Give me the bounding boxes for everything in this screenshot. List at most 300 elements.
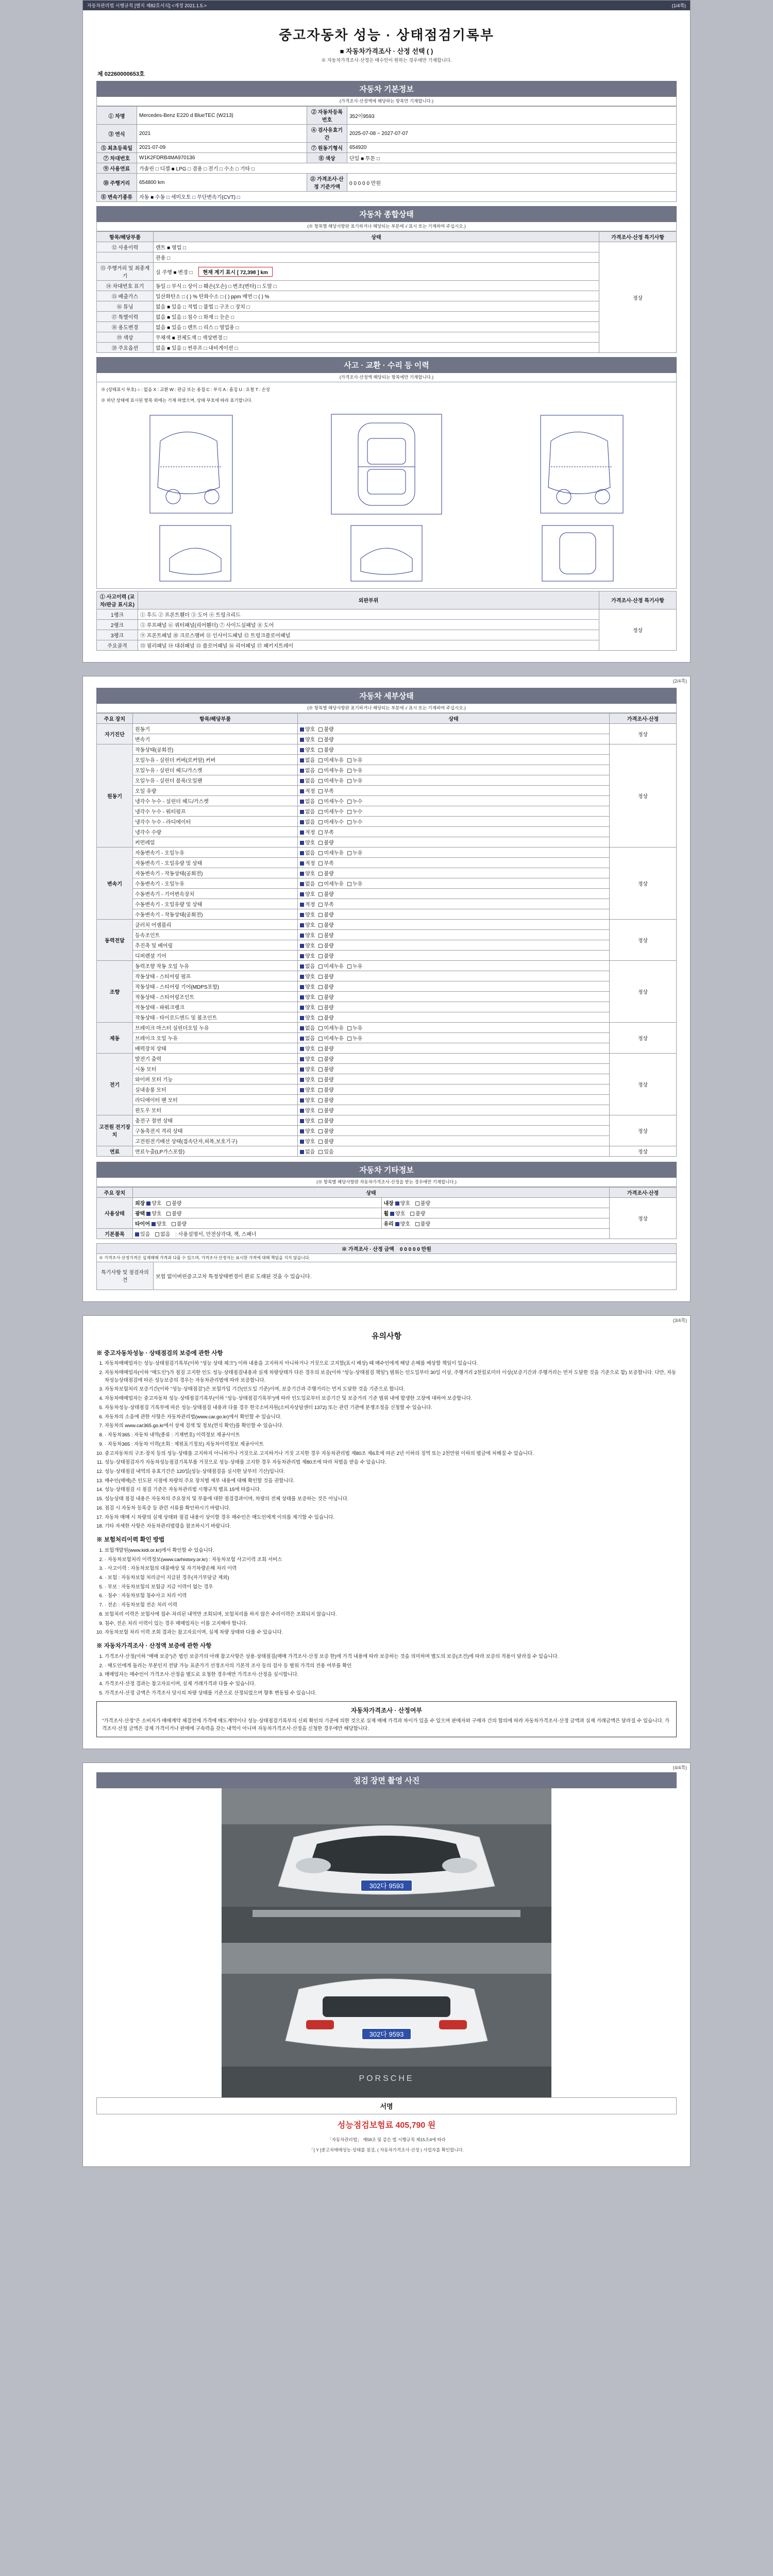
detail-item-options[interactable]: [298, 1032, 610, 1043]
checkbox-icon[interactable]: [318, 769, 323, 773]
detail-option[interactable]: [347, 776, 362, 784]
detail-item-options[interactable]: [298, 1074, 610, 1084]
detail-option[interactable]: [300, 993, 315, 1001]
checkbox-icon[interactable]: [318, 810, 323, 814]
checkbox-icon[interactable]: [318, 903, 323, 907]
checkbox-icon[interactable]: [300, 789, 304, 793]
checkbox-icon[interactable]: [318, 1057, 323, 1061]
checkbox-icon[interactable]: [347, 810, 351, 814]
overall-row-9-sub[interactable]: 없음 ■ 있음 □ 썬루프 □ 내비게이션 □: [154, 343, 599, 353]
detail-option[interactable]: [347, 1034, 362, 1042]
odometer-readout: 현재 계기 표시 [ 72,398 ] km: [198, 267, 273, 277]
checkbox-icon[interactable]: [347, 1026, 351, 1030]
detail-option[interactable]: [318, 890, 333, 897]
checkbox-icon[interactable]: [318, 748, 323, 752]
detail-option[interactable]: [318, 818, 344, 825]
checkbox-icon[interactable]: [347, 851, 351, 855]
checkbox-icon[interactable]: [318, 758, 323, 762]
etc-row-3[interactable]: [133, 1228, 610, 1239]
checkbox-icon[interactable]: [318, 1098, 323, 1103]
checkbox-icon[interactable]: [300, 1088, 304, 1092]
checkbox-icon[interactable]: [318, 831, 323, 835]
checkbox-icon[interactable]: [300, 1047, 304, 1051]
detail-item-options[interactable]: [298, 950, 610, 960]
signature-row[interactable]: 서명: [96, 2097, 677, 2114]
basic-row-5-label2: ⑪ 가격조사·산정 기준가액: [307, 174, 347, 192]
detail-item-label: 윈도우 모터: [133, 1105, 298, 1115]
etc-row-0b[interactable]: [381, 1197, 609, 1208]
detail-option[interactable]: [300, 725, 315, 733]
etc-row-1b[interactable]: [381, 1208, 609, 1218]
detail-item-options[interactable]: [298, 981, 610, 991]
checkbox-icon[interactable]: [318, 1047, 323, 1051]
detail-option[interactable]: [318, 745, 333, 753]
detail-option[interactable]: [300, 962, 315, 970]
detail-item-options[interactable]: [298, 1012, 610, 1022]
checkbox-icon[interactable]: [347, 800, 351, 804]
detail-item-options[interactable]: [298, 765, 610, 775]
detail-option[interactable]: [300, 756, 315, 764]
detail-item-options[interactable]: [298, 1094, 610, 1105]
detail-option[interactable]: [300, 849, 315, 856]
detail-option[interactable]: [300, 787, 315, 794]
checkbox-icon[interactable]: [347, 882, 351, 886]
detail-option[interactable]: [300, 1137, 315, 1145]
checkbox-icon[interactable]: [300, 820, 304, 824]
detail-item-options[interactable]: [298, 1146, 610, 1156]
detail-item-options[interactable]: [298, 888, 610, 899]
detail-option[interactable]: [347, 766, 362, 774]
detail-option[interactable]: [318, 1106, 333, 1114]
detail-option[interactable]: [318, 1044, 333, 1052]
detail-option[interactable]: [300, 766, 315, 774]
table-row: [97, 744, 677, 754]
detail-option[interactable]: [318, 962, 344, 970]
table-row: [97, 1115, 677, 1125]
checkbox-icon[interactable]: [347, 779, 351, 783]
detail-option[interactable]: [347, 797, 362, 805]
checkbox-icon[interactable]: [347, 758, 351, 762]
checkbox-icon[interactable]: [300, 1109, 304, 1113]
detail-option[interactable]: [318, 910, 333, 918]
checkbox-icon[interactable]: [300, 995, 304, 999]
checkbox-icon[interactable]: [300, 1098, 304, 1103]
detail-option[interactable]: [300, 1044, 315, 1052]
detail-option[interactable]: [300, 1003, 315, 1011]
detail-option[interactable]: [300, 838, 315, 846]
checkbox-icon[interactable]: [300, 1119, 304, 1123]
detail-option[interactable]: [318, 1055, 333, 1062]
checkbox-icon[interactable]: [300, 892, 304, 896]
checkbox-icon[interactable]: [300, 831, 304, 835]
checkbox-icon[interactable]: [300, 913, 304, 917]
detail-item-options[interactable]: [298, 940, 610, 950]
detail-option[interactable]: [318, 1075, 333, 1083]
detail-option[interactable]: [347, 807, 362, 815]
etc-note: 정상: [610, 1197, 677, 1239]
detail-item-options[interactable]: [298, 754, 610, 765]
detail-option[interactable]: [318, 1137, 333, 1145]
detail-option[interactable]: [318, 1116, 333, 1124]
checkbox-icon[interactable]: [318, 841, 323, 845]
etc-row-0[interactable]: [133, 1197, 382, 1208]
detail-option[interactable]: [300, 807, 315, 815]
checkbox-icon[interactable]: [318, 1140, 323, 1144]
detail-item-options[interactable]: [298, 816, 610, 826]
detail-item-options[interactable]: [298, 744, 610, 754]
etc-row-2-opt2-1: 불량: [420, 1221, 431, 1227]
checkbox-icon[interactable]: [318, 954, 323, 958]
etc-row-2b[interactable]: [381, 1218, 609, 1228]
checkbox-icon[interactable]: [300, 1016, 304, 1020]
detail-option[interactable]: [300, 1055, 315, 1062]
overall-row-2-cell[interactable]: [154, 263, 599, 281]
etc-row-0-item: 외장: [135, 1200, 145, 1207]
checkbox-icon[interactable]: [318, 851, 323, 855]
detail-option[interactable]: [300, 1106, 315, 1114]
detail-option[interactable]: [300, 879, 315, 887]
checkbox-icon[interactable]: [300, 964, 304, 969]
detail-option[interactable]: [318, 859, 333, 867]
detail-head-3: 가격조사·산정: [610, 713, 677, 723]
detail-item-options[interactable]: [298, 919, 610, 929]
detail-group-label: 고전원 전기장치: [97, 1115, 133, 1146]
etc-row-1-opt-1: 불량: [172, 1211, 182, 1217]
detail-option[interactable]: [300, 1096, 315, 1104]
checkbox-icon[interactable]: [318, 820, 323, 824]
detail-option-label: 적정: [305, 902, 315, 908]
checkbox-icon[interactable]: [300, 1067, 304, 1072]
detail-option[interactable]: [300, 745, 315, 753]
checkbox-icon[interactable]: [300, 934, 304, 938]
detail-option[interactable]: [318, 869, 333, 877]
detail-option-label: 미세누수: [324, 799, 344, 805]
detail-option[interactable]: [318, 900, 333, 908]
detail-option[interactable]: [300, 828, 315, 836]
table-row: [97, 1084, 677, 1094]
detail-option[interactable]: [300, 900, 315, 908]
checkbox-icon[interactable]: [300, 748, 304, 752]
detail-head-2: 상태: [298, 713, 610, 723]
detail-option[interactable]: [318, 807, 344, 815]
etc-row-2[interactable]: [133, 1218, 382, 1228]
detail-option[interactable]: [300, 982, 315, 990]
detail-option[interactable]: [300, 869, 315, 877]
detail-option[interactable]: [300, 735, 315, 743]
detail-option[interactable]: [318, 952, 333, 959]
detail-option[interactable]: [300, 1086, 315, 1093]
checkbox-icon[interactable]: [318, 738, 323, 742]
detail-group-label: 연료: [97, 1146, 133, 1156]
etc-head-2: 가격조사·산정: [610, 1187, 677, 1197]
detail-option[interactable]: [300, 818, 315, 825]
price-table: [96, 1243, 677, 1290]
overall-row-0-sub[interactable]: 렌트 ■ 영업 □: [154, 242, 599, 252]
detail-option[interactable]: [300, 890, 315, 897]
detail-option[interactable]: [318, 849, 344, 856]
terms-item: 5. 자동차성능·상태점검 기록부에 따른 성능·상태점검 내용과 다를 경우 한국소비자원(소비자상담센터 1372) 또는 관련 기관에 분쟁조정을 신청할 수 있습니다.: [105, 1404, 677, 1412]
detail-option[interactable]: [318, 931, 333, 939]
detail-item-options[interactable]: [298, 734, 610, 744]
detail-item-options[interactable]: [298, 1002, 610, 1012]
detail-option[interactable]: [318, 797, 344, 805]
checkbox-icon[interactable]: [318, 779, 323, 783]
detail-option-label: 누수: [352, 819, 363, 825]
checkbox-icon[interactable]: [300, 861, 304, 866]
detail-item-options[interactable]: [298, 1043, 610, 1053]
detail-option[interactable]: [318, 828, 333, 836]
table-row: [97, 1218, 677, 1228]
overall-row-7-sub[interactable]: 없음 ■ 있음 □ 렌트 □ 리스 □ 영업용 □: [154, 322, 599, 332]
detail-option[interactable]: [347, 849, 362, 856]
checkbox-icon[interactable]: [318, 1129, 323, 1133]
overall-row-4-sub[interactable]: 일산화탄소 □ ( ) % 탄화수소 □ ( ) ppm 매연 □ ( ) %: [154, 291, 599, 301]
etc-base-label: 기본품목: [97, 1228, 133, 1239]
detail-option[interactable]: [318, 725, 333, 733]
terms-list-1: [105, 1360, 677, 1531]
special-value[interactable]: 보험 없이버린증고고차 특정상태변경이 완료 도래된 것을 수 있습니다.: [154, 1262, 677, 1290]
overall-row-3-sub[interactable]: 동일 □ 부식 □ 상이 □ 훼손(오손) □ 변조(변타) □ 도말 □: [154, 281, 599, 291]
detail-option[interactable]: [300, 1065, 315, 1073]
detail-item-options[interactable]: [298, 971, 610, 981]
checkbox-icon[interactable]: [300, 1150, 304, 1154]
detail-item-options[interactable]: [298, 723, 610, 734]
detail-option[interactable]: [300, 859, 315, 867]
detail-option[interactable]: [318, 972, 333, 980]
detail-option[interactable]: [318, 1127, 333, 1134]
checkbox-icon[interactable]: [300, 903, 304, 907]
detail-item-options[interactable]: [298, 1063, 610, 1074]
checkbox-icon[interactable]: [318, 1088, 323, 1092]
checkbox-icon[interactable]: [318, 1078, 323, 1082]
detail-item-options[interactable]: [298, 1125, 610, 1136]
detail-option[interactable]: [300, 1013, 315, 1021]
checkbox-icon[interactable]: [300, 1140, 304, 1144]
detail-item-options[interactable]: [298, 837, 610, 847]
checkbox-icon[interactable]: [300, 1037, 304, 1041]
detail-item-options[interactable]: [298, 1084, 610, 1094]
checkbox-icon[interactable]: [300, 944, 304, 948]
etc-row-1[interactable]: [133, 1208, 382, 1218]
detail-option[interactable]: [300, 931, 315, 939]
detail-option[interactable]: [318, 1003, 333, 1011]
checkbox-icon[interactable]: [318, 1006, 323, 1010]
detail-item-options[interactable]: [298, 960, 610, 971]
overall-row-2-sub[interactable]: 실 주행 ■ 변경 □: [156, 269, 193, 276]
checkbox-icon[interactable]: [300, 872, 304, 876]
overall-row-1-sub[interactable]: 관용 □: [154, 252, 599, 263]
detail-item-options[interactable]: [298, 991, 610, 1002]
detail-option-label: 없음: [305, 963, 315, 970]
detail-item-options[interactable]: [298, 909, 610, 919]
checkbox-icon[interactable]: [318, 789, 323, 793]
table-row: [97, 929, 677, 940]
detail-option[interactable]: [318, 1034, 344, 1042]
detail-option[interactable]: [300, 797, 315, 805]
checkbox-icon[interactable]: [318, 882, 323, 886]
checkbox-icon[interactable]: [347, 964, 351, 969]
checkbox-icon[interactable]: [300, 738, 304, 742]
checkbox-icon[interactable]: [318, 1067, 323, 1072]
detail-item-label: 변속기: [133, 734, 298, 744]
detail-option[interactable]: [347, 756, 362, 764]
table-row: [97, 143, 677, 153]
special-label: 특기사항 및 점검자의견: [97, 1262, 154, 1290]
detail-option[interactable]: [300, 952, 315, 959]
overall-row-6-sub[interactable]: 없음 ■ 있음 □ 침수 □ 화재 □ 全손 □: [154, 312, 599, 322]
detail-group-note: 정상: [610, 723, 677, 744]
checkbox-icon[interactable]: [300, 779, 304, 783]
checkbox-icon[interactable]: [318, 800, 323, 804]
detail-item-options[interactable]: [298, 795, 610, 806]
checkbox-icon[interactable]: [347, 820, 351, 824]
detail-item-options[interactable]: [298, 775, 610, 785]
detail-option[interactable]: [318, 993, 333, 1001]
detail-item-options[interactable]: [298, 878, 610, 888]
checkbox-icon[interactable]: [318, 1016, 323, 1020]
detail-option[interactable]: [300, 1024, 315, 1031]
detail-option[interactable]: [318, 941, 333, 949]
detail-option[interactable]: [318, 1086, 333, 1093]
detail-item-options[interactable]: [298, 826, 610, 837]
checkbox-icon[interactable]: [318, 913, 323, 917]
detail-option[interactable]: [300, 1147, 315, 1155]
checkbox-icon[interactable]: [318, 944, 323, 948]
detail-option[interactable]: [347, 879, 362, 887]
checkbox-icon[interactable]: [300, 810, 304, 814]
checkbox-icon[interactable]: [300, 985, 304, 989]
detail-option[interactable]: [318, 766, 344, 774]
detail-item-options[interactable]: [298, 806, 610, 816]
detail-option[interactable]: [318, 1013, 333, 1021]
checkbox-icon[interactable]: [318, 975, 323, 979]
checkbox-icon[interactable]: [318, 934, 323, 938]
detail-item-options[interactable]: [298, 1053, 610, 1063]
detail-item-options[interactable]: [298, 785, 610, 795]
detail-option[interactable]: [347, 1024, 362, 1031]
checkbox-icon[interactable]: [318, 1119, 323, 1123]
page-1: [82, 0, 691, 663]
checkbox-icon[interactable]: [300, 769, 304, 773]
detail-option[interactable]: [318, 921, 333, 928]
table-row: [97, 630, 677, 640]
detail-option[interactable]: [318, 982, 333, 990]
detail-option[interactable]: [318, 776, 344, 784]
checkbox-icon[interactable]: [318, 1037, 323, 1041]
detail-option[interactable]: [318, 879, 344, 887]
detail-option[interactable]: [300, 910, 315, 918]
checkbox-icon[interactable]: [300, 727, 304, 732]
checkbox-icon[interactable]: [300, 800, 304, 804]
detail-item-options[interactable]: [298, 929, 610, 940]
checkbox-icon[interactable]: [347, 1037, 351, 1041]
checkbox-icon[interactable]: [318, 1109, 323, 1113]
checkbox-icon[interactable]: [300, 1006, 304, 1010]
checkbox-icon[interactable]: [300, 882, 304, 886]
detail-option[interactable]: [318, 1096, 333, 1104]
checkbox-icon[interactable]: [318, 1150, 323, 1154]
detail-option-label: 누유: [352, 768, 363, 774]
detail-item-options[interactable]: [298, 1022, 610, 1032]
overall-row-8-sub[interactable]: 무채색 ■ 전체도색 □ 색상변경 □: [154, 332, 599, 343]
detail-option-label: 양호: [305, 974, 315, 980]
etc-group-label: 사용상태: [97, 1197, 133, 1228]
table-row: [97, 242, 677, 252]
checkbox-icon[interactable]: [318, 872, 323, 876]
accident-parts-head-1: 외판부위: [138, 591, 599, 609]
detail-option[interactable]: [318, 735, 333, 743]
overall-head-2: 가격조사·산정 특기사항: [599, 232, 677, 242]
detail-option[interactable]: [300, 1127, 315, 1134]
checkbox-icon[interactable]: [300, 1026, 304, 1030]
checkbox-icon[interactable]: [300, 1057, 304, 1061]
checkbox-icon[interactable]: [318, 861, 323, 866]
detail-item-options[interactable]: [298, 1105, 610, 1115]
detail-option[interactable]: [300, 972, 315, 980]
checkbox-icon[interactable]: [318, 727, 323, 732]
accident-legend-2: ※ 하단 상태에 표시된 항목 외에는 기재 하였으며, 상태 부호에 따라 표기합니다.: [101, 397, 253, 403]
detail-item-options[interactable]: [298, 1115, 610, 1125]
checkbox-icon[interactable]: [318, 985, 323, 989]
detail-item-options[interactable]: [298, 857, 610, 868]
checkbox-icon[interactable]: [300, 1078, 304, 1082]
checkbox-icon[interactable]: [347, 769, 351, 773]
detail-option[interactable]: [300, 1075, 315, 1083]
detail-item-options[interactable]: [298, 847, 610, 857]
overall-row-5-sub[interactable]: 없음 ■ 있음 □ 적법 □ 불법 □ 구조 □ 장치 □: [154, 301, 599, 312]
detail-item-options[interactable]: [298, 899, 610, 909]
checkbox-icon[interactable]: [318, 1026, 323, 1030]
detail-item-options[interactable]: [298, 1136, 610, 1146]
checkbox-icon[interactable]: [300, 923, 304, 927]
detail-option[interactable]: [318, 787, 333, 794]
terms-body: [96, 1349, 677, 1738]
detail-group-note: 정상: [610, 1053, 677, 1115]
detail-option[interactable]: [347, 818, 362, 825]
detail-option[interactable]: [300, 776, 315, 784]
detail-item-label: 와이퍼 모터 기능: [133, 1074, 298, 1084]
detail-option[interactable]: [347, 962, 362, 970]
checkbox-icon[interactable]: [318, 964, 323, 969]
detail-item-options[interactable]: [298, 868, 610, 878]
detail-option[interactable]: [318, 1065, 333, 1073]
accident-parts-head: ① 사고이력 (교차/판금 표시요): [97, 591, 138, 609]
detail-option[interactable]: [318, 1147, 333, 1155]
checkbox-icon[interactable]: [300, 758, 304, 762]
detail-option[interactable]: [318, 838, 333, 846]
detail-option[interactable]: [318, 1024, 344, 1031]
detail-option-label: 양호: [305, 891, 315, 897]
detail-group-note: 정상: [610, 1115, 677, 1146]
checkbox-icon[interactable]: [318, 892, 323, 896]
detail-option[interactable]: [300, 1116, 315, 1124]
checkbox-icon[interactable]: [300, 1129, 304, 1133]
detail-group-label: 원동기: [97, 744, 133, 847]
checkbox-icon[interactable]: [300, 954, 304, 958]
checkbox-icon[interactable]: [300, 851, 304, 855]
checkbox-icon[interactable]: [300, 975, 304, 979]
photos-container: [96, 1788, 677, 2097]
car-side-left-diagram: [145, 410, 238, 518]
detail-option[interactable]: [300, 921, 315, 928]
checkbox-icon[interactable]: [318, 995, 323, 999]
detail-option[interactable]: [300, 1034, 315, 1042]
detail-option[interactable]: [318, 756, 344, 764]
checkbox-icon[interactable]: [300, 841, 304, 845]
detail-option-label: 불량: [324, 933, 334, 939]
checkbox-icon[interactable]: [318, 923, 323, 927]
detail-option[interactable]: [300, 941, 315, 949]
